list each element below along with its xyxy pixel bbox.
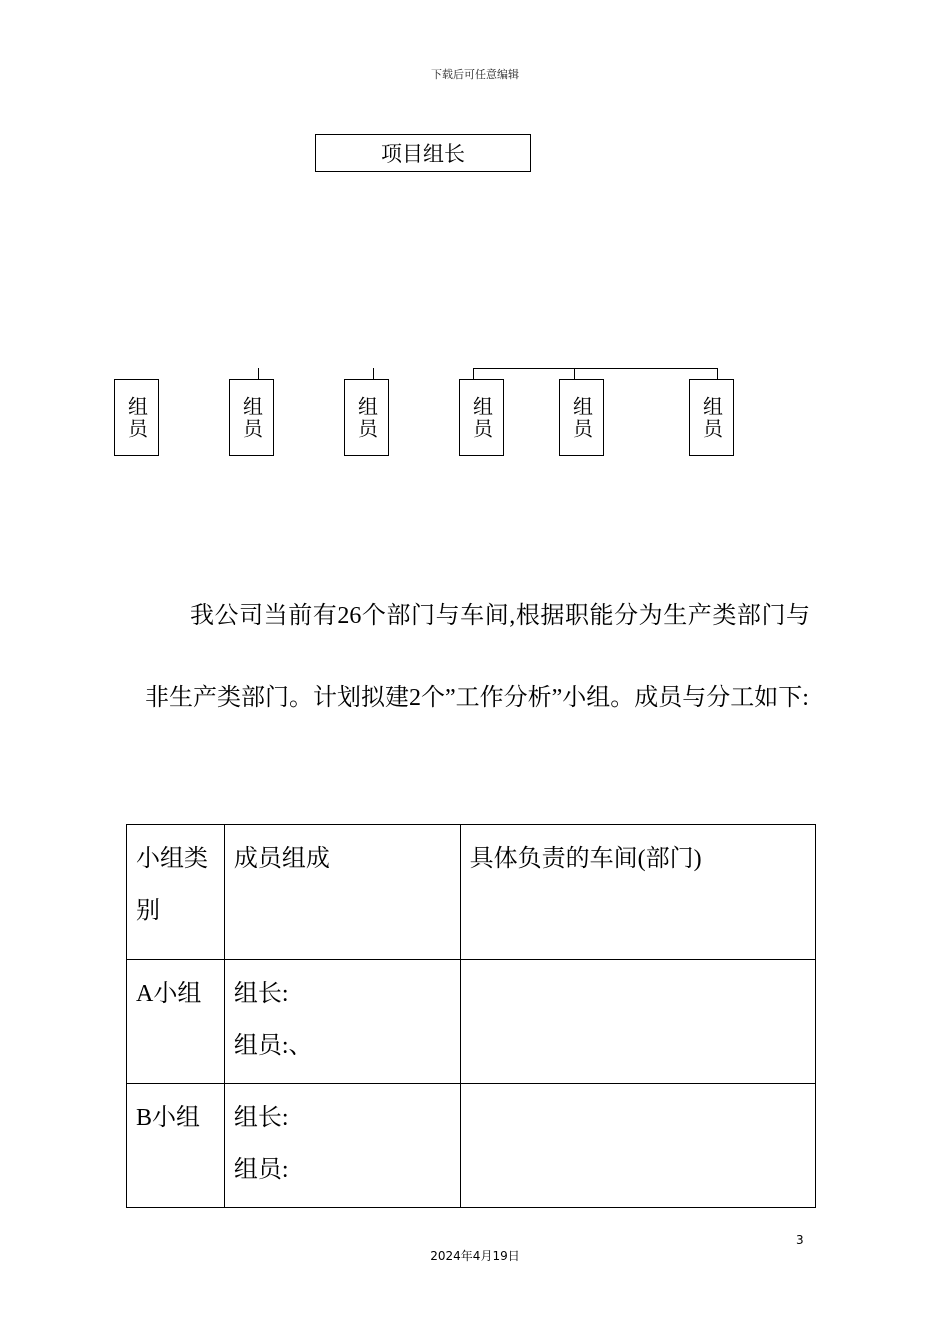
table-row bbox=[127, 1084, 816, 1208]
group-name-cell: B小组 bbox=[127, 1084, 225, 1208]
connector-stub-3 bbox=[373, 368, 374, 379]
member-box: 组员 bbox=[114, 379, 159, 456]
connector-stub-2 bbox=[258, 368, 259, 379]
members-line: 组员: bbox=[233, 1157, 289, 1183]
page-number: 3 bbox=[796, 1233, 804, 1247]
body-paragraph bbox=[145, 575, 810, 739]
leader-line: 组长: bbox=[233, 1105, 289, 1131]
group-name-cell: A小组 bbox=[127, 960, 225, 1084]
project-leader-box: 项目组长 bbox=[315, 134, 531, 172]
departments-cell bbox=[460, 960, 815, 1084]
connector-stub-5 bbox=[574, 368, 575, 379]
footer-date: 2024年4月19日 bbox=[430, 1249, 520, 1263]
header-group-type: 小组类别 bbox=[127, 825, 225, 960]
member-box: 组员 bbox=[344, 379, 389, 456]
member-box: 组员 bbox=[559, 379, 604, 456]
header-departments: 具体负责的车间(部门) bbox=[460, 825, 815, 960]
members-line: 组员:、 bbox=[233, 1033, 313, 1059]
header-member-composition: 成员组成 bbox=[224, 825, 460, 960]
member-box: 组员 bbox=[229, 379, 274, 456]
member-box: 组员 bbox=[689, 379, 734, 456]
paragraph-text: 我公司当前有26个部门与车间,根据职能分为生产类部门与非生产类部门。计划拟建2个”工作分析”小组。成员与分工如下: bbox=[145, 603, 810, 711]
connector-horizontal bbox=[473, 368, 718, 369]
group-assignment-table bbox=[126, 824, 816, 1208]
header-note: 下载后可任意编辑 bbox=[431, 68, 519, 81]
table-row bbox=[127, 960, 816, 1084]
table-header-row bbox=[127, 825, 816, 960]
departments-cell bbox=[460, 1084, 815, 1208]
connector-stub-6 bbox=[717, 368, 718, 379]
connector-stub-4 bbox=[473, 368, 474, 379]
member-box: 组员 bbox=[459, 379, 504, 456]
members-cell bbox=[224, 1084, 460, 1208]
members-cell bbox=[224, 960, 460, 1084]
leader-line: 组长: bbox=[233, 981, 289, 1007]
